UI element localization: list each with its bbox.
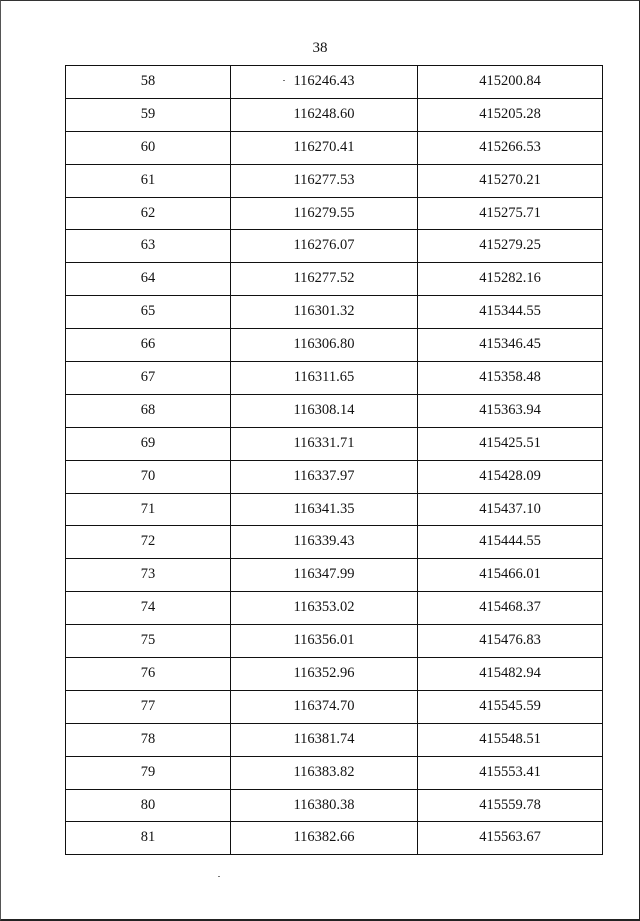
point-number-cell: 73 (66, 559, 231, 592)
table-row (66, 131, 603, 164)
point-number-cell: 66 (66, 329, 231, 362)
y-coordinate-cell: 415437.10 (418, 493, 603, 526)
point-number-cell: 67 (66, 362, 231, 395)
table-row (66, 690, 603, 723)
x-coordinate-cell: 116383.82 (231, 756, 418, 789)
x-coordinate-cell: 116276.07 (231, 230, 418, 263)
table-row (66, 98, 603, 131)
table-row (66, 329, 603, 362)
x-coordinate-cell: 116339.43 (231, 526, 418, 559)
x-coordinate-cell: 116270.41 (231, 131, 418, 164)
x-coordinate-cell: 116301.32 (231, 296, 418, 329)
table-row (66, 197, 603, 230)
y-coordinate-cell: 415553.41 (418, 756, 603, 789)
coordinate-table (65, 65, 603, 855)
y-coordinate-cell: 415266.53 (418, 131, 603, 164)
point-number-cell: 79 (66, 756, 231, 789)
y-coordinate-cell: 415363.94 (418, 394, 603, 427)
y-coordinate-cell: 415346.45 (418, 329, 603, 362)
y-coordinate-cell: 415275.71 (418, 197, 603, 230)
point-number-cell: 78 (66, 723, 231, 756)
table-row (66, 559, 603, 592)
point-number-cell: 71 (66, 493, 231, 526)
point-number-cell: 61 (66, 164, 231, 197)
y-coordinate-cell: 415428.09 (418, 460, 603, 493)
x-coordinate-cell: 116248.60 (231, 98, 418, 131)
point-number-cell: 77 (66, 690, 231, 723)
x-coordinate-cell: 116352.96 (231, 658, 418, 691)
x-coordinate-cell: 116331.71 (231, 427, 418, 460)
x-coordinate-cell: 116347.99 (231, 559, 418, 592)
x-coordinate-cell: 116246.43 (231, 66, 418, 99)
x-coordinate-cell: 116356.01 (231, 625, 418, 658)
table-row (66, 296, 603, 329)
point-number-cell: 68 (66, 394, 231, 427)
table-row (66, 789, 603, 822)
point-number-cell: 80 (66, 789, 231, 822)
x-coordinate-cell: 116374.70 (231, 690, 418, 723)
x-coordinate-cell: 116353.02 (231, 592, 418, 625)
point-number-cell: 69 (66, 427, 231, 460)
table-row (66, 263, 603, 296)
y-coordinate-cell: 415200.84 (418, 66, 603, 99)
x-coordinate-cell: 116337.97 (231, 460, 418, 493)
y-coordinate-cell: 415468.37 (418, 592, 603, 625)
scan-speck (283, 80, 285, 81)
table-row (66, 362, 603, 395)
point-number-cell: 75 (66, 625, 231, 658)
point-number-cell: 58 (66, 66, 231, 99)
table-row (66, 756, 603, 789)
y-coordinate-cell: 415425.51 (418, 427, 603, 460)
page-number: 38 (312, 40, 328, 56)
point-number-cell: 60 (66, 131, 231, 164)
x-coordinate-cell: 116341.35 (231, 493, 418, 526)
table-row (66, 427, 603, 460)
y-coordinate-cell: 415559.78 (418, 789, 603, 822)
table-row (66, 526, 603, 559)
x-coordinate-cell: 116382.66 (231, 822, 418, 855)
x-coordinate-cell: 116279.55 (231, 197, 418, 230)
y-coordinate-cell: 415563.67 (418, 822, 603, 855)
point-number-cell: 72 (66, 526, 231, 559)
table-row (66, 164, 603, 197)
table-row (66, 723, 603, 756)
x-coordinate-cell: 116380.38 (231, 789, 418, 822)
table-row (66, 460, 603, 493)
table-row (66, 592, 603, 625)
y-coordinate-cell: 415466.01 (418, 559, 603, 592)
point-number-cell: 63 (66, 230, 231, 263)
x-coordinate-cell: 116381.74 (231, 723, 418, 756)
point-number-cell: 65 (66, 296, 231, 329)
point-number-cell: 70 (66, 460, 231, 493)
x-coordinate-cell: 116311.65 (231, 362, 418, 395)
y-coordinate-cell: 415270.21 (418, 164, 603, 197)
table-row (66, 658, 603, 691)
y-coordinate-cell: 415548.51 (418, 723, 603, 756)
point-number-cell: 76 (66, 658, 231, 691)
x-coordinate-cell: 116277.53 (231, 164, 418, 197)
y-coordinate-cell: 415545.59 (418, 690, 603, 723)
point-number-cell: 64 (66, 263, 231, 296)
scan-speck (218, 876, 220, 877)
point-number-cell: 59 (66, 98, 231, 131)
x-coordinate-cell: 116308.14 (231, 394, 418, 427)
table-row (66, 822, 603, 855)
table-row (66, 230, 603, 263)
y-coordinate-cell: 415358.48 (418, 362, 603, 395)
point-number-cell: 74 (66, 592, 231, 625)
point-number-cell: 62 (66, 197, 231, 230)
x-coordinate-cell: 116277.52 (231, 263, 418, 296)
y-coordinate-cell: 415205.28 (418, 98, 603, 131)
y-coordinate-cell: 415279.25 (418, 230, 603, 263)
y-coordinate-cell: 415282.16 (418, 263, 603, 296)
coordinate-table-body (66, 66, 603, 855)
point-number-cell: 81 (66, 822, 231, 855)
table-row (66, 493, 603, 526)
table-row (66, 66, 603, 99)
y-coordinate-cell: 415476.83 (418, 625, 603, 658)
table-row (66, 394, 603, 427)
y-coordinate-cell: 415482.94 (418, 658, 603, 691)
table-row (66, 625, 603, 658)
y-coordinate-cell: 415444.55 (418, 526, 603, 559)
x-coordinate-cell: 116306.80 (231, 329, 418, 362)
y-coordinate-cell: 415344.55 (418, 296, 603, 329)
